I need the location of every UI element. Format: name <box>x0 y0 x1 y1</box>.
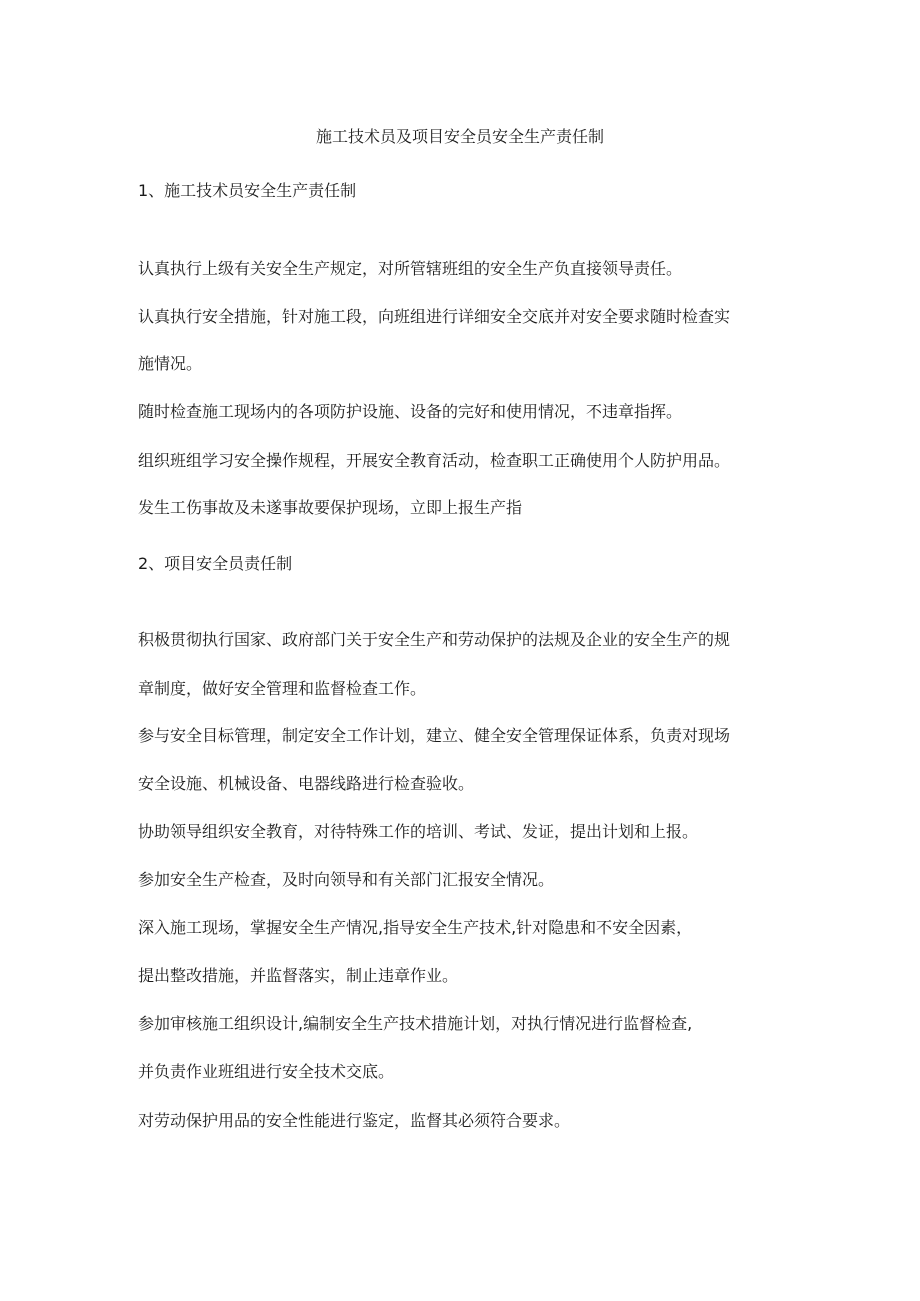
section-2-line-4: 安全设施、机械设备、电器线路进行检查验收。 <box>138 774 475 793</box>
section-2-line-2: 章制度，做好安全管理和监督检查工作。 <box>138 679 427 698</box>
section-2-line-7: 深入施工现场，掌握安全生产情况,指导安全生产技术,针对隐患和不安全因素， <box>138 918 693 937</box>
section-1-line-3: 施情况。 <box>138 354 203 373</box>
section-1-line-1: 认真执行上级有关安全生产规定，对所管辖班组的安全生产负直接领导责任。 <box>138 259 683 278</box>
section-2-line-11: 对劳动保护用品的安全性能进行鉴定，监督其必须符合要求。 <box>138 1111 571 1130</box>
section-2-line-3: 参与安全目标管理，制定安全工作计划，建立、健全安全管理保证体系，负责对现场 <box>138 726 731 745</box>
section-2-line-9: 参加审核施工组织设计,编制安全生产技术措施计划，对执行情况进行监督检查, <box>138 1014 693 1033</box>
section-1-line-5: 组织班组学习安全操作规程，开展安全教育活动，检查职工正确使用个人防护用品。 <box>138 451 731 470</box>
section-2-line-5: 协助领导组织安全教育，对待特殊工作的培训、考试、发证，提出计划和上报。 <box>138 822 699 841</box>
section-2-line-10: 并负责作业班组进行安全技术交底。 <box>138 1062 395 1081</box>
section-1-line-2: 认真执行安全措施，针对施工段，向班组进行详细安全交底并对安全要求随时检查实 <box>138 307 731 326</box>
section-2-line-8: 提出整改措施，并监督落实，制止违章作业。 <box>138 966 459 985</box>
section-2-line-1: 积极贯彻执行国家、政府部门关于安全生产和劳动保护的法规及企业的安全生产的规 <box>138 630 731 649</box>
section-1-heading: 1、施工技术员安全生产责任制 <box>138 181 357 200</box>
section-1-line-6: 发生工伤事故及未遂事故要保护现场，立即上报生产指 <box>138 498 523 517</box>
section-1-line-4: 随时检查施工现场内的各项防护设施、设备的完好和使用情况，不违章指挥。 <box>138 402 683 421</box>
section-2-line-6: 参加安全生产检查，及时向领导和有关部门汇报安全情况。 <box>138 870 555 889</box>
document-title: 施工技术员及项目安全员安全生产责任制 <box>315 127 604 146</box>
section-2-heading: 2、项目安全员责任制 <box>138 554 293 573</box>
